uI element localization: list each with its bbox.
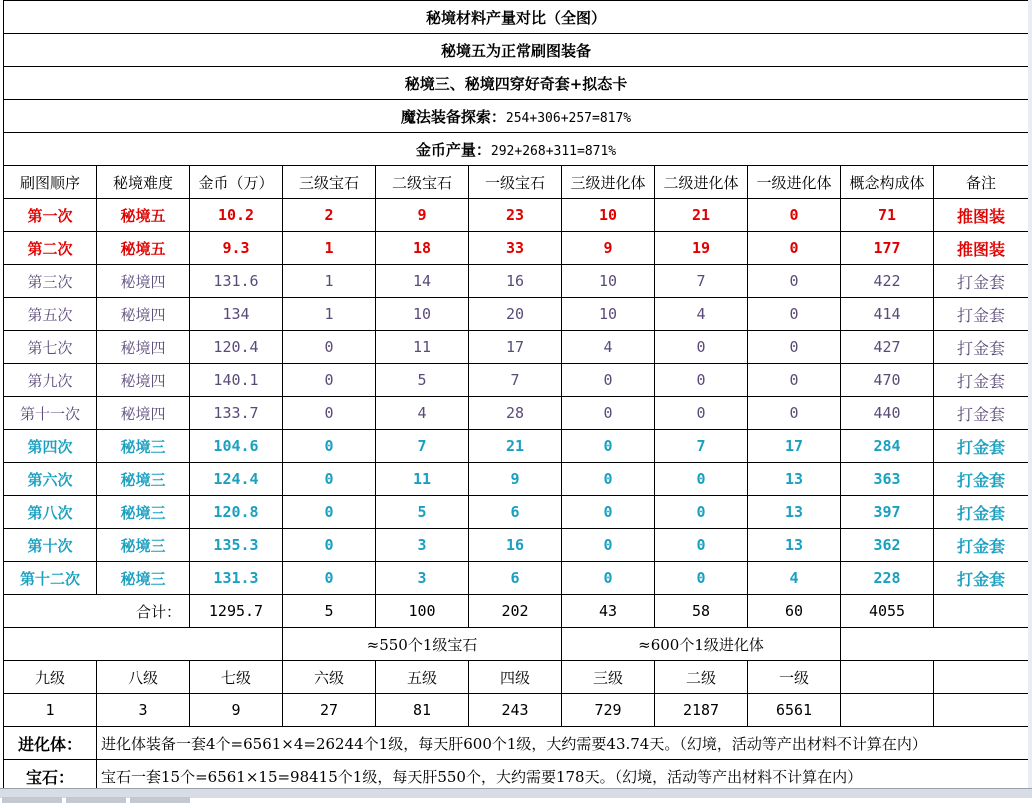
table-cell[interactable]: 0 — [283, 562, 376, 595]
approx-evo[interactable]: ≈600个1级进化体 — [562, 628, 841, 661]
total-cell[interactable]: 100 — [376, 595, 469, 628]
table-cell[interactable]: 秘境五 — [97, 232, 190, 265]
table-cell[interactable]: 6 — [469, 496, 562, 529]
level-name-cell[interactable]: 一级 — [748, 661, 841, 694]
table-cell[interactable]: 131.3 — [190, 562, 283, 595]
table-cell[interactable]: 4 — [655, 298, 748, 331]
table-cell[interactable]: 0 — [562, 463, 655, 496]
table-cell[interactable]: 21 — [655, 199, 748, 232]
table-cell[interactable]: 0 — [283, 463, 376, 496]
table-cell[interactable]: 推图装 — [934, 232, 1029, 265]
table-cell[interactable]: 13 — [748, 529, 841, 562]
total-cell[interactable]: 58 — [655, 595, 748, 628]
table-cell[interactable]: 第六次 — [4, 463, 97, 496]
note-3-value: 254+306+257=817% — [505, 110, 632, 126]
table-cell[interactable]: 3 — [376, 562, 469, 595]
header-cell[interactable]: 三级宝石 — [283, 166, 376, 199]
note-1[interactable] — [4, 34, 1029, 67]
total-label[interactable]: 合计： — [4, 595, 190, 628]
table-row — [4, 430, 1029, 463]
table-cell[interactable]: 第二次 — [4, 232, 97, 265]
header-cell[interactable]: 备注 — [934, 166, 1029, 199]
table-cell[interactable]: 10 — [562, 265, 655, 298]
table-cell[interactable]: 440 — [841, 397, 934, 430]
table-cell[interactable]: 140.1 — [190, 364, 283, 397]
table-cell[interactable]: 0 — [748, 265, 841, 298]
level-value-cell[interactable]: 243 — [469, 694, 562, 727]
table-cell[interactable]: 71 — [841, 199, 934, 232]
level-name-cell[interactable]: 八级 — [97, 661, 190, 694]
table-cell[interactable]: 秘境三 — [97, 562, 190, 595]
level-name-row — [4, 661, 1029, 694]
level-name-cell[interactable]: 三级 — [562, 661, 655, 694]
table-row — [4, 397, 1029, 430]
table-cell[interactable]: 0 — [748, 364, 841, 397]
total-row — [4, 595, 1029, 628]
level-name-cell[interactable]: 五级 — [376, 661, 469, 694]
table-cell[interactable]: 284 — [841, 430, 934, 463]
table-cell[interactable]: 0 — [748, 331, 841, 364]
table-row — [4, 529, 1029, 562]
table-cell[interactable]: 打金套 — [934, 265, 1029, 298]
table-cell[interactable]: 秘境三 — [97, 463, 190, 496]
total-cell[interactable]: 5 — [283, 595, 376, 628]
approx-gems[interactable]: ≈550个1级宝石 — [283, 628, 562, 661]
table-cell[interactable]: 397 — [841, 496, 934, 529]
level-name-cell[interactable]: 六级 — [283, 661, 376, 694]
table-cell[interactable]: 0 — [283, 496, 376, 529]
header-cell[interactable]: 秘境难度 — [97, 166, 190, 199]
table-cell[interactable]: 0 — [562, 529, 655, 562]
note-2[interactable] — [4, 67, 1029, 100]
table-cell[interactable]: 13 — [748, 463, 841, 496]
table-cell[interactable]: 21 — [469, 430, 562, 463]
header-cell[interactable]: 一级进化体 — [748, 166, 841, 199]
table-cell[interactable]: 131.6 — [190, 265, 283, 298]
level-value-cell[interactable]: 2187 — [655, 694, 748, 727]
level-value-cell[interactable]: 1 — [4, 694, 97, 727]
level-value-row — [4, 694, 1029, 727]
sheet-tab[interactable] — [66, 797, 126, 803]
table-cell[interactable]: 打金套 — [934, 364, 1029, 397]
table-cell[interactable]: 4 — [562, 331, 655, 364]
empty-cell[interactable] — [841, 661, 934, 694]
sheet-tab[interactable] — [2, 797, 62, 803]
table-cell[interactable]: 0 — [283, 430, 376, 463]
table-cell[interactable]: 0 — [748, 397, 841, 430]
table-cell[interactable]: 秘境四 — [97, 298, 190, 331]
table-cell[interactable]: 秘境三 — [97, 529, 190, 562]
table-cell[interactable]: 17 — [469, 331, 562, 364]
table-cell[interactable]: 6 — [469, 562, 562, 595]
empty-cell[interactable] — [841, 628, 1029, 661]
table-cell[interactable]: 打金套 — [934, 463, 1029, 496]
table-cell[interactable]: 133.7 — [190, 397, 283, 430]
table-cell[interactable]: 第七次 — [4, 331, 97, 364]
table-cell[interactable]: 18 — [376, 232, 469, 265]
table-cell[interactable]: 427 — [841, 331, 934, 364]
level-value-cell[interactable]: 729 — [562, 694, 655, 727]
table-row — [4, 496, 1029, 529]
level-value-cell[interactable]: 3 — [97, 694, 190, 727]
table-cell[interactable]: 0 — [655, 397, 748, 430]
explain-row — [4, 727, 1029, 760]
table-cell[interactable]: 4 — [748, 562, 841, 595]
note-4[interactable] — [4, 133, 1029, 166]
table-cell[interactable]: 0 — [562, 397, 655, 430]
table-cell[interactable]: 470 — [841, 364, 934, 397]
header-cell[interactable]: 金币（万） — [190, 166, 283, 199]
window-edge — [1028, 0, 1032, 788]
explain-label[interactable]: 宝石： — [4, 760, 97, 793]
table-cell[interactable]: 打金套 — [934, 298, 1029, 331]
note-2-label: 秘境三、秘境四穿好奇套+拟态卡 — [404, 74, 628, 93]
table-cell[interactable]: 秘境三 — [97, 496, 190, 529]
table-cell[interactable]: 16 — [469, 265, 562, 298]
table-cell[interactable]: 17 — [748, 430, 841, 463]
total-cell[interactable]: 60 — [748, 595, 841, 628]
level-value-cell[interactable]: 27 — [283, 694, 376, 727]
table-cell[interactable]: 0 — [655, 529, 748, 562]
table-cell[interactable]: 362 — [841, 529, 934, 562]
table-cell[interactable]: 9.3 — [190, 232, 283, 265]
table-cell[interactable]: 第十次 — [4, 529, 97, 562]
table-cell[interactable]: 第八次 — [4, 496, 97, 529]
table-cell[interactable]: 9 — [469, 463, 562, 496]
table-cell[interactable]: 秘境三 — [97, 430, 190, 463]
level-name-cell[interactable]: 四级 — [469, 661, 562, 694]
header-cell[interactable]: 三级进化体 — [562, 166, 655, 199]
table-cell[interactable]: 0 — [283, 397, 376, 430]
spreadsheet — [3, 0, 1028, 793]
explain-label[interactable]: 进化体： — [4, 727, 97, 760]
note-4-value: 292+268+311=871% — [490, 143, 617, 159]
explain-text[interactable]: 宝石一套15个=6561×15=98415个1级，每天肝550个，大约需要178天。（幻境，活动等产出材料不计算在内） — [97, 760, 1029, 793]
table-cell[interactable]: 28 — [469, 397, 562, 430]
table-cell[interactable]: 0 — [655, 463, 748, 496]
table-cell[interactable]: 7 — [655, 265, 748, 298]
table-cell[interactable]: 推图装 — [934, 199, 1029, 232]
table-cell[interactable]: 打金套 — [934, 430, 1029, 463]
table-row — [4, 265, 1029, 298]
table-cell[interactable]: 秘境五 — [97, 199, 190, 232]
table-cell[interactable]: 第十一次 — [4, 397, 97, 430]
level-name-cell[interactable]: 九级 — [4, 661, 97, 694]
table-cell[interactable]: 0 — [655, 331, 748, 364]
table-cell[interactable]: 11 — [376, 331, 469, 364]
table-cell[interactable]: 1 — [283, 298, 376, 331]
table-cell[interactable]: 177 — [841, 232, 934, 265]
table-cell[interactable]: 打金套 — [934, 562, 1029, 595]
table-cell[interactable]: 135.3 — [190, 529, 283, 562]
table-cell[interactable]: 0 — [283, 529, 376, 562]
table-cell[interactable]: 13 — [748, 496, 841, 529]
table-cell[interactable]: 120.4 — [190, 331, 283, 364]
table-cell[interactable]: 16 — [469, 529, 562, 562]
level-value-cell[interactable]: 81 — [376, 694, 469, 727]
table-cell[interactable]: 7 — [469, 364, 562, 397]
table-cell[interactable]: 秘境四 — [97, 265, 190, 298]
header-row — [4, 166, 1029, 199]
level-value-cell[interactable]: 6561 — [748, 694, 841, 727]
table-cell[interactable]: 打金套 — [934, 397, 1029, 430]
empty-cell[interactable] — [841, 694, 934, 727]
table-cell[interactable]: 5 — [376, 496, 469, 529]
table-cell[interactable]: 0 — [562, 496, 655, 529]
table-cell[interactable]: 20 — [469, 298, 562, 331]
table-cell[interactable]: 7 — [655, 430, 748, 463]
table-cell[interactable]: 0 — [748, 199, 841, 232]
table-cell[interactable]: 0 — [655, 562, 748, 595]
table-row — [4, 364, 1029, 397]
table-cell[interactable]: 124.4 — [190, 463, 283, 496]
table-cell[interactable]: 9 — [562, 232, 655, 265]
table-cell[interactable]: 33 — [469, 232, 562, 265]
table-cell[interactable]: 秘境四 — [97, 331, 190, 364]
header-cell[interactable]: 刷图顺序 — [4, 166, 97, 199]
table-cell[interactable]: 5 — [376, 364, 469, 397]
total-cell[interactable]: 4055 — [841, 595, 934, 628]
header-cell[interactable]: 概念构成体 — [841, 166, 934, 199]
empty-cell[interactable] — [934, 661, 1029, 694]
table-cell[interactable]: 0 — [283, 331, 376, 364]
table-cell[interactable]: 第十二次 — [4, 562, 97, 595]
header-cell[interactable]: 二级宝石 — [376, 166, 469, 199]
table-cell[interactable]: 1 — [283, 265, 376, 298]
table-cell[interactable]: 第四次 — [4, 430, 97, 463]
total-cell[interactable]: 43 — [562, 595, 655, 628]
table-cell[interactable]: 秘境四 — [97, 397, 190, 430]
note-3-label: 魔法装备探索： — [400, 107, 506, 126]
table-cell[interactable]: 第一次 — [4, 199, 97, 232]
sheet-tab[interactable] — [130, 797, 190, 803]
table-row — [4, 331, 1029, 364]
table-cell[interactable]: 104.6 — [190, 430, 283, 463]
table-cell[interactable]: 414 — [841, 298, 934, 331]
note-1-label: 秘境五为正常刷图装备 — [441, 41, 592, 60]
table-cell[interactable]: 打金套 — [934, 529, 1029, 562]
empty-cell[interactable] — [934, 595, 1029, 628]
level-name-cell[interactable]: 二级 — [655, 661, 748, 694]
table-cell[interactable]: 第五次 — [4, 298, 97, 331]
table-cell[interactable]: 0 — [655, 496, 748, 529]
table-row — [4, 562, 1029, 595]
table-cell[interactable]: 0 — [748, 298, 841, 331]
table-cell[interactable]: 打金套 — [934, 331, 1029, 364]
sheet-title[interactable]: 秘境材料产量对比（全图） — [4, 1, 1029, 34]
table-cell[interactable]: 0 — [562, 562, 655, 595]
table-cell[interactable]: 打金套 — [934, 496, 1029, 529]
header-cell[interactable]: 一级宝石 — [469, 166, 562, 199]
table-cell[interactable]: 0 — [562, 364, 655, 397]
table-cell[interactable]: 134 — [190, 298, 283, 331]
table-row — [4, 463, 1029, 496]
table-cell[interactable]: 1 — [283, 232, 376, 265]
note-4-label: 金币产量： — [415, 140, 491, 159]
empty-cell[interactable] — [4, 628, 283, 661]
table-cell[interactable]: 19 — [655, 232, 748, 265]
table-cell[interactable]: 10 — [562, 298, 655, 331]
header-cell[interactable]: 二级进化体 — [655, 166, 748, 199]
table-row — [4, 199, 1029, 232]
table-cell[interactable]: 228 — [841, 562, 934, 595]
table-cell[interactable]: 3 — [376, 529, 469, 562]
empty-cell[interactable] — [934, 694, 1029, 727]
total-cell[interactable]: 1295.7 — [190, 595, 283, 628]
table-cell[interactable]: 7 — [376, 430, 469, 463]
table-cell[interactable]: 11 — [376, 463, 469, 496]
table-cell[interactable]: 0 — [283, 364, 376, 397]
table-cell[interactable]: 0 — [748, 232, 841, 265]
total-cell[interactable]: 202 — [469, 595, 562, 628]
table-cell[interactable]: 0 — [562, 430, 655, 463]
table-cell[interactable]: 0 — [655, 364, 748, 397]
table-cell[interactable]: 23 — [469, 199, 562, 232]
level-value-cell[interactable]: 9 — [190, 694, 283, 727]
explain-text[interactable]: 进化体装备一套4个=6561×4=26244个1级，每天肝600个1级，大约需要43.74天。（幻境，活动等产出材料不计算在内） — [97, 727, 1029, 760]
table-cell[interactable]: 第三次 — [4, 265, 97, 298]
approx-row — [4, 628, 1029, 661]
table-cell[interactable]: 363 — [841, 463, 934, 496]
table-cell[interactable]: 秘境四 — [97, 364, 190, 397]
material-comparison-table — [3, 0, 1029, 793]
table-cell[interactable]: 10 — [562, 199, 655, 232]
note-3[interactable] — [4, 100, 1029, 133]
table-cell[interactable]: 2 — [283, 199, 376, 232]
table-cell[interactable]: 422 — [841, 265, 934, 298]
table-cell[interactable]: 10.2 — [190, 199, 283, 232]
table-cell[interactable]: 4 — [376, 397, 469, 430]
table-cell[interactable]: 120.8 — [190, 496, 283, 529]
table-cell[interactable]: 第九次 — [4, 364, 97, 397]
table-cell[interactable]: 10 — [376, 298, 469, 331]
table-row — [4, 298, 1029, 331]
level-name-cell[interactable]: 七级 — [190, 661, 283, 694]
table-cell[interactable]: 14 — [376, 265, 469, 298]
table-cell[interactable]: 9 — [376, 199, 469, 232]
table-row — [4, 232, 1029, 265]
